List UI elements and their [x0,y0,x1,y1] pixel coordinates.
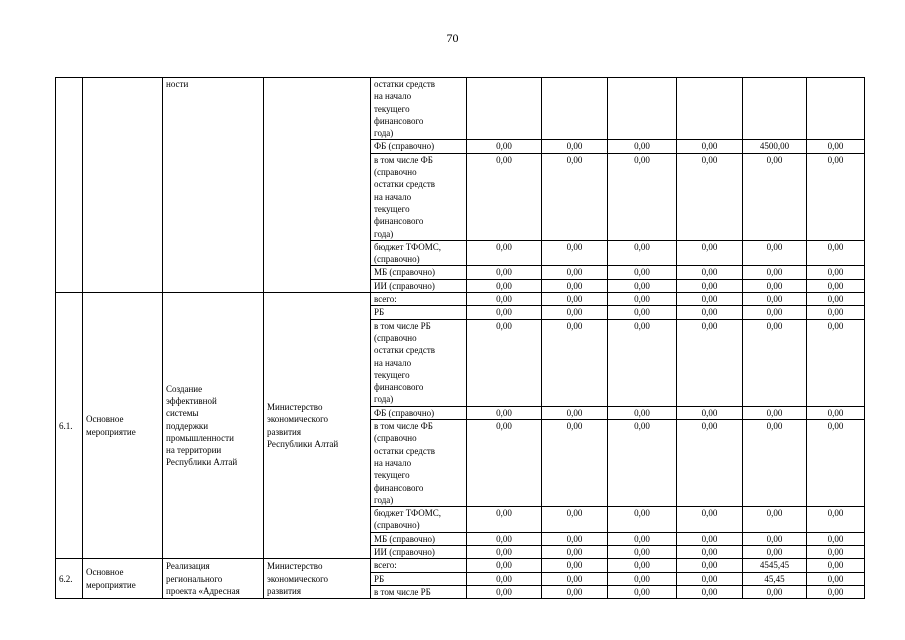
amount-cell: 0,00 [467,266,542,279]
amount-cell: 0,00 [677,559,743,572]
item-type-cell [83,78,163,293]
amount-cell: 0,00 [467,406,542,419]
amount-cell: 0,00 [807,585,865,598]
funding-source-line: ФБ (справочно) [374,407,435,418]
funding-source-line: года) [374,228,394,239]
executor-cell [264,559,371,599]
amount-cell: 0,00 [677,532,743,545]
amount-cell: 0,00 [677,279,743,292]
item-name-line: Республики Алтай [166,457,238,468]
funding-source-cell [371,559,467,572]
amount-cell: 0,00 [542,279,608,292]
amount-cell: 0,00 [677,140,743,153]
funding-source-line: в том числе ФБ [374,154,433,165]
amount-cell: 0,00 [807,545,865,558]
item-name-line: промышленности [166,432,234,443]
amount-cell: 0,00 [608,266,677,279]
budget-table [55,77,865,599]
funding-source-cell [371,406,467,419]
amount-cell: 0,00 [542,140,608,153]
amount-cell [807,78,865,140]
amount-cell: 0,00 [807,507,865,533]
item-type-line: Основное [86,414,124,425]
amount-cell: 0,00 [467,545,542,558]
funding-source-line: (справочно [374,167,417,178]
item-name-line: проекта «Адресная [166,585,240,596]
funding-source-line: (справочно) [374,254,420,265]
funding-source-line: текущего [374,470,410,481]
amount-cell: 0,00 [807,420,865,507]
amount-cell: 0,00 [542,507,608,533]
funding-source-line: на начало [374,357,412,368]
amount-cell: 0,00 [542,293,608,306]
amount-cell: 0,00 [677,240,743,266]
amount-cell: 0,00 [542,319,608,406]
funding-source-line: года) [374,494,394,505]
amount-cell: 0,00 [608,559,677,572]
funding-source-line: на начало [374,91,412,102]
funding-source-line: текущего [374,203,410,214]
item-name-line: на территории [166,445,222,456]
funding-source-line: ФБ (справочно) [374,141,435,152]
funding-source-line: на начало [374,457,412,468]
executor-line: Министерство [267,561,323,572]
funding-source-line: бюджет ТФОМС, [374,508,441,519]
amount-cell: 0,00 [608,545,677,558]
amount-cell: 0,00 [807,240,865,266]
amount-cell: 0,00 [677,545,743,558]
funding-source-line: РБ [374,307,385,318]
funding-source-line: остатки средств [374,79,436,89]
funding-source-cell [371,266,467,279]
item-name-line: Создание [166,383,203,394]
amount-cell: 0,00 [743,279,807,292]
amount-cell: 0,00 [807,293,865,306]
amount-cell: 0,00 [677,406,743,419]
amount-cell: 0,00 [608,319,677,406]
funding-source-cell [371,140,467,153]
item-number-cell: 6.1. [56,293,83,559]
amount-cell: 0,00 [542,572,608,585]
amount-cell [743,78,807,140]
amount-cell: 0,00 [608,420,677,507]
funding-source-cell [371,279,467,292]
amount-cell: 0,00 [467,532,542,545]
amount-cell: 0,00 [542,406,608,419]
funding-source-line: текущего [374,103,410,114]
funding-source-cell [371,545,467,558]
amount-cell: 0,00 [467,420,542,507]
amount-cell: 0,00 [807,153,865,240]
funding-source-line: финансового [374,482,424,493]
funding-source-cell [371,153,467,240]
funding-source-line: всего: [374,294,397,305]
executor-line: Республики Алтай [267,438,339,449]
amount-cell: 0,00 [467,293,542,306]
funding-source-line: остатки средств [374,179,436,190]
funding-source-cell [371,319,467,406]
amount-cell: 0,00 [743,406,807,419]
executor-line: развития [267,585,302,596]
amount-cell: 0,00 [542,240,608,266]
funding-source-line: МБ (справочно) [374,267,436,278]
amount-cell: 0,00 [807,406,865,419]
amount-cell: 0,00 [608,140,677,153]
amount-cell: 0,00 [677,319,743,406]
funding-source-line: (справочно [374,332,417,343]
funding-source-cell [371,572,467,585]
funding-source-cell [371,240,467,266]
amount-cell [608,78,677,140]
item-name-cell [163,293,264,559]
amount-cell: 0,00 [743,240,807,266]
amount-cell: 0,00 [608,240,677,266]
item-type-cell [83,293,163,559]
amount-cell: 0,00 [608,279,677,292]
funding-source-line: в том числе РБ [374,320,431,331]
executor-line: экономического [267,414,329,425]
amount-cell: 0,00 [677,306,743,319]
executor-line: Министерство [267,402,323,413]
item-name-line: поддержки [166,420,209,431]
amount-cell: 0,00 [743,293,807,306]
amount-cell: 0,00 [467,153,542,240]
amount-cell: 0,00 [743,266,807,279]
amount-cell: 0,00 [608,306,677,319]
amount-cell: 0,00 [608,293,677,306]
funding-source-line: всего: [374,560,397,571]
item-number-cell [56,78,83,293]
funding-source-line: (справочно) [374,520,420,531]
funding-source-line: в том числе РБ [374,586,431,597]
amount-cell: 4545,45 [743,559,807,572]
amount-cell: 0,00 [542,266,608,279]
amount-cell: 0,00 [743,545,807,558]
amount-cell: 0,00 [677,266,743,279]
amount-cell: 0,00 [608,572,677,585]
item-name-cell [163,78,264,293]
amount-cell [467,78,542,140]
amount-cell: 0,00 [542,153,608,240]
amount-cell: 0,00 [542,306,608,319]
amount-cell: 0,00 [807,140,865,153]
executor-cell [264,293,371,559]
item-name-line: Реализация [166,561,210,572]
funding-source-line: ИИ (справочно) [374,280,435,291]
amount-cell: 4500,00 [743,140,807,153]
amount-cell: 0,00 [807,319,865,406]
amount-cell: 0,00 [608,406,677,419]
amount-cell: 0,00 [807,266,865,279]
amount-cell: 0,00 [467,279,542,292]
funding-source-line: остатки средств [374,445,436,456]
funding-source-line: РБ [374,573,385,584]
funding-source-cell [371,306,467,319]
funding-source-line: года) [374,394,394,405]
amount-cell: 0,00 [807,279,865,292]
amount-cell [542,78,608,140]
funding-source-cell [371,420,467,507]
page-number: 70 [446,31,459,45]
amount-cell: 0,00 [542,420,608,507]
funding-source-line: ИИ (справочно) [374,546,435,557]
amount-cell: 0,00 [743,420,807,507]
amount-cell: 0,00 [608,153,677,240]
amount-cell: 0,00 [677,420,743,507]
funding-source-line: года) [374,128,394,139]
item-type-cell [83,559,163,599]
amount-cell: 0,00 [743,585,807,598]
funding-source-cell [371,293,467,306]
amount-cell: 0,00 [467,240,542,266]
amount-cell: 0,00 [542,532,608,545]
executor-line: экономического [267,573,329,584]
amount-cell: 0,00 [743,306,807,319]
table-row [56,559,865,572]
amount-cell: 0,00 [807,572,865,585]
funding-source-cell [371,507,467,533]
amount-cell: 0,00 [542,559,608,572]
funding-source-line: текущего [374,369,410,380]
amount-cell: 0,00 [467,140,542,153]
amount-cell: 0,00 [542,585,608,598]
item-type-line: мероприятие [86,426,136,437]
table-row [56,293,865,306]
amount-cell: 0,00 [677,153,743,240]
funding-source-cell [371,78,467,140]
amount-cell: 45,45 [743,572,807,585]
amount-cell: 0,00 [807,306,865,319]
amount-cell: 0,00 [608,532,677,545]
item-type-line: мероприятие [86,579,136,590]
amount-cell: 0,00 [608,507,677,533]
item-name-line: системы [166,408,199,419]
amount-cell: 0,00 [677,507,743,533]
funding-source-line: остатки средств [374,345,436,356]
amount-cell: 0,00 [467,319,542,406]
amount-cell: 0,00 [743,153,807,240]
amount-cell: 0,00 [743,319,807,406]
amount-cell: 0,00 [677,585,743,598]
amount-cell: 0,00 [677,572,743,585]
item-name-line: регионального [166,573,223,584]
amount-cell: 0,00 [467,572,542,585]
item-type-line: Основное [86,567,124,578]
amount-cell: 0,00 [807,532,865,545]
amount-cell: 0,00 [608,585,677,598]
funding-source-line: в том числе ФБ [374,421,433,432]
item-name-line: ности [166,79,189,89]
amount-cell: 0,00 [743,507,807,533]
funding-source-line: бюджет ТФОМС, [374,241,441,252]
amount-cell: 0,00 [467,306,542,319]
item-number-cell: 6.2. [56,559,83,599]
funding-source-line: на начало [374,191,412,202]
amount-cell: 0,00 [467,559,542,572]
amount-cell: 0,00 [467,507,542,533]
executor-cell [264,78,371,293]
funding-source-cell [371,585,467,598]
funding-source-line: финансового [374,382,424,393]
funding-source-line: МБ (справочно) [374,533,436,544]
funding-source-cell [371,532,467,545]
item-name-line: эффективной [166,395,217,406]
amount-cell: 0,00 [677,293,743,306]
amount-cell: 0,00 [467,585,542,598]
funding-source-line: финансового [374,115,424,126]
table-row [56,78,865,140]
item-name-cell [163,559,264,599]
amount-cell: 0,00 [542,545,608,558]
amount-cell [677,78,743,140]
amount-cell: 0,00 [807,559,865,572]
amount-cell: 0,00 [743,532,807,545]
funding-source-line: (справочно [374,433,417,444]
executor-line: развития [267,426,302,437]
funding-source-line: финансового [374,216,424,227]
